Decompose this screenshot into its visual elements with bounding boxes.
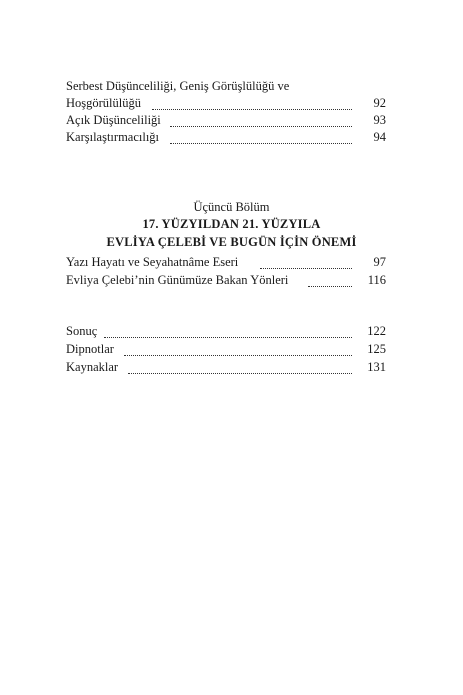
leader-dots xyxy=(308,276,352,287)
toc-page-number: 97 xyxy=(373,255,386,269)
toc-entry-acik xyxy=(66,112,386,129)
toc-entry-serbest xyxy=(66,95,386,112)
leader-dots xyxy=(124,345,352,356)
toc-entry-evliya-celebi xyxy=(66,272,386,289)
toc-entry-title: Yazı Hayatı ve Seyahatnâme Eseri xyxy=(66,255,239,269)
toc-page-number: 116 xyxy=(367,273,386,287)
leader-dots xyxy=(128,363,352,374)
toc-page-number: 93 xyxy=(373,113,386,127)
toc-entry-title: Karşılaştırmacılığı xyxy=(66,130,160,144)
toc-entry-title: Evliya Çelebi’nin Günümüze Bakan Yönleri xyxy=(66,273,289,287)
toc-page-number: 122 xyxy=(367,324,386,338)
toc-page-number: 92 xyxy=(373,96,386,110)
toc-entry-dipnotlar xyxy=(66,341,386,358)
leader-dots xyxy=(260,258,352,269)
leader-dots xyxy=(170,133,352,144)
leader-dots xyxy=(104,327,352,338)
toc-entry-kaynaklar xyxy=(66,359,386,376)
toc-entry-title: Sonuç xyxy=(66,324,98,338)
leader-dots xyxy=(152,99,352,110)
section-heading-line2: EVLİYA ÇELEBİ VE BUGÜN İÇİN ÖNEMİ xyxy=(106,235,357,249)
toc-entry-title: Dipnotlar xyxy=(66,342,114,356)
toc-entry-karsilastirmaciligi xyxy=(66,129,386,146)
toc-page-number: 94 xyxy=(373,130,386,144)
toc-entry-sonuc xyxy=(66,323,386,340)
toc-page-number: 125 xyxy=(367,342,386,356)
leader-dots xyxy=(170,116,352,127)
section-heading-line1: 17. YÜZYILDAN 21. YÜZYILA xyxy=(142,217,321,231)
section-label: Üçüncü Bölüm xyxy=(193,200,270,214)
toc-entry-title: Hoşgörülülüğü xyxy=(66,96,141,110)
toc-entry-serbest-line1: Serbest Düşünceliliği, Geniş Görüşlülüğü ve xyxy=(66,79,290,93)
toc-entry-title: Kaynaklar xyxy=(66,360,119,374)
toc-entry-title: Açık Düşünceliliği xyxy=(66,113,161,127)
toc-entry-yazi-hayati xyxy=(66,254,386,271)
toc-page-number: 131 xyxy=(367,360,386,374)
